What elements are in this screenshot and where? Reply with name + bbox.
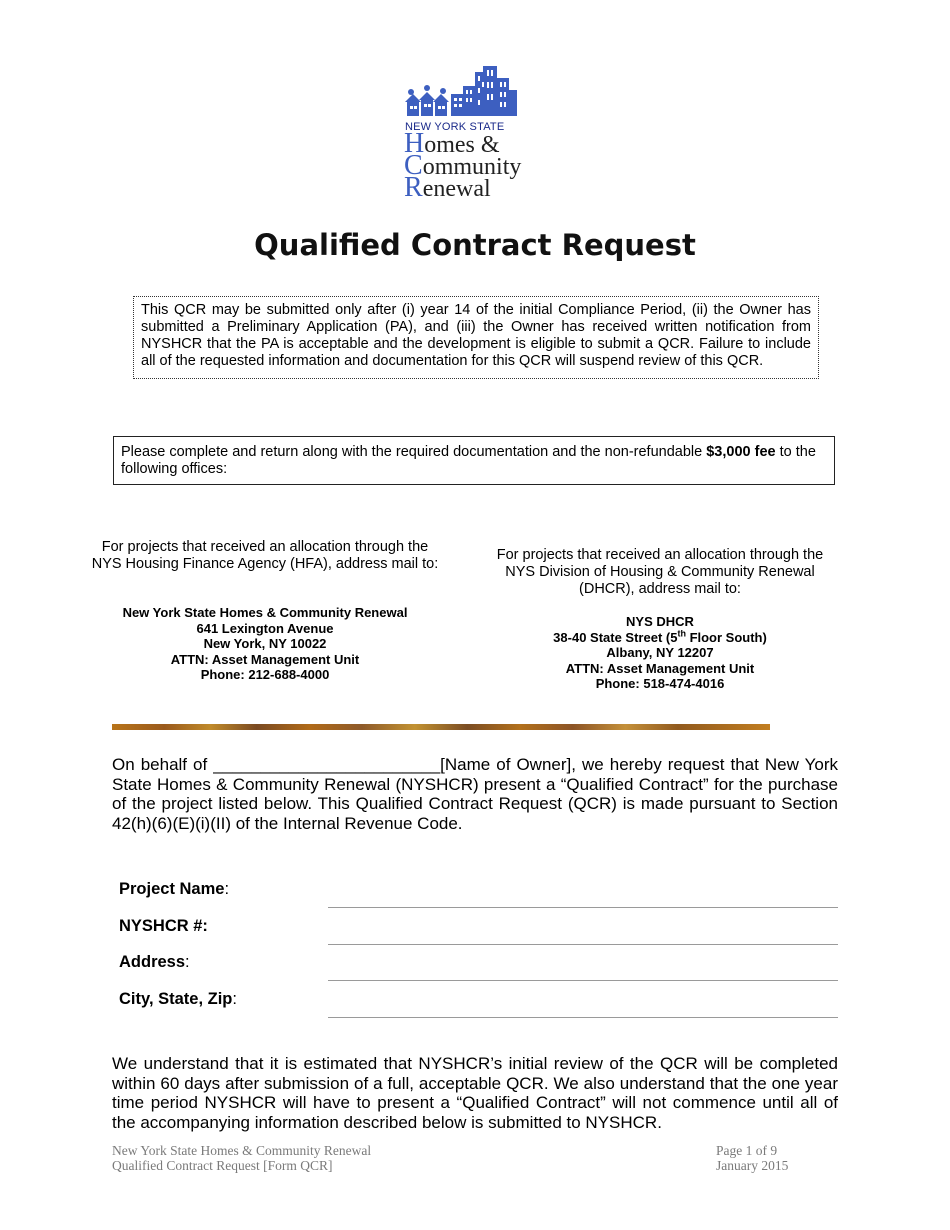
dhcr-office-address: NYS DHCR 38-40 State Street (5th Floor South) Albany, NY 12207 ATTN: Asset Management Unit Phone: 518-474-4016 — [553, 614, 767, 691]
logo-wordmark-homes: Homes & — [404, 128, 500, 159]
request-paragraph: On behalf of ________________________[Name of Owner], we hereby request that New York State Homes & Community Renewal (NYSHCR) present a “Qualified Contract” for the purchase of the project listed below. This Qualified Contract Request (QCR) is made pursuant to Section 42(h)(6)(E)(i)(II) of the Internal Revenue Code. — [112, 755, 838, 833]
eligibility-notice: This QCR may be submitted only after (i) year 14 of the initial Compliance Period, (ii) the Owner has submitted a Preliminary Application (PA), and (iii) the Owner has received written notification from NYSHCR that the PA is acceptable and the development is eligible to submit a QCR. Failure to include all of the requested information and documentation for this QCR will suspend review of this QCR. — [133, 296, 819, 379]
logo-state-text: NEW YORK STATE — [405, 121, 505, 133]
footer-date: January 2015 — [716, 1158, 789, 1173]
footer-right — [716, 1143, 788, 1173]
address-label: Address: — [119, 953, 190, 971]
page-title: Qualified Contract Request — [254, 228, 696, 262]
city-state-zip-field[interactable] — [328, 1017, 838, 1018]
nyshcr-number-label: NYSHCR #: — [119, 917, 208, 935]
hfa-office-lead: For projects that received an allocation through the NYS Housing Finance Agency (HFA), address mail to: — [91, 539, 439, 572]
submission-instruction: Please complete and return along with the required documentation and the non-refundable $3,000 fee to the following offices: — [113, 436, 835, 485]
nyshcr-number-field[interactable] — [328, 944, 838, 945]
project-name-field[interactable] — [328, 907, 838, 908]
fee-amount: $3,000 fee — [706, 444, 776, 460]
logo-wordmark-community: Community — [404, 150, 522, 181]
page-number: Page 1 of 9 — [716, 1143, 778, 1158]
understanding-paragraph: We understand that it is estimated that NYSHCR’s initial review of the QCR will be completed within 60 days after submission of a full, acceptable QCR. We also understand that the one year time period NYSHCR will have to present a “Qualified Contract” will not commence until all of the accompanying information described below is submitted to NYSHCR. — [112, 1054, 838, 1132]
decorative-divider — [112, 724, 770, 730]
city-state-zip-label: City, State, Zip: — [119, 990, 237, 1008]
address-field[interactable] — [328, 980, 838, 981]
hfa-office-address: New York State Homes & Community Renewal 641 Lexington Avenue New York, NY 10022 ATTN: Asset Management Unit Phone: 212-688-4000 — [122, 605, 408, 682]
footer-left: New York State Homes & Community Renewal Qualified Contract Request [Form QCR] — [112, 1143, 372, 1173]
dhcr-office-lead: For projects that received an allocation through the NYS Division of Housing & Community Renewal (DHCR), address mail to: — [496, 547, 824, 597]
logo-wordmark-renewal: Renewal — [404, 172, 491, 203]
project-name-label: Project Name: — [119, 880, 230, 898]
